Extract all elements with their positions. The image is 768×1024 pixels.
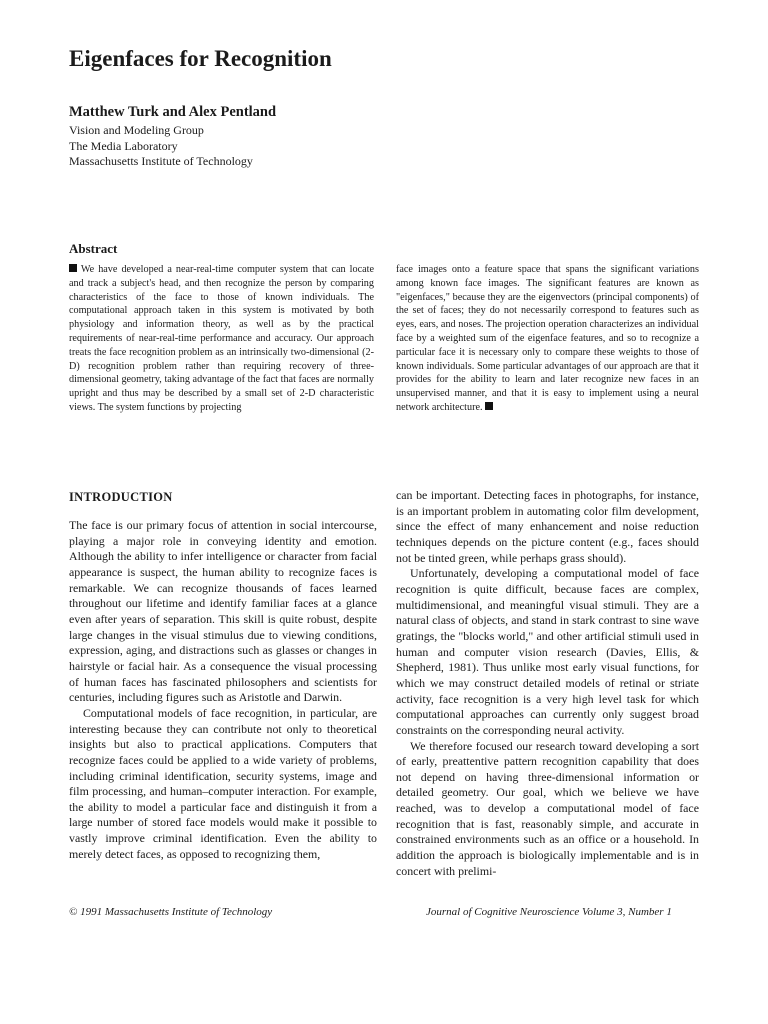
paragraph: can be important. Detecting faces in photographs, for instance, is an important problem in automating color film development, since the effect of many enhancement and noise reduction techniques depends on the picture content (e.g., faces should not be tinted green, while perhaps grass should). bbox=[396, 488, 699, 565]
abstract-text-left: We have developed a near-real-time computer system that can locate and track a subject's head, and then recognize the person by comparing characteristics of the face to those of known individuals. The computational approach taken in this system is motivated by both physiology and information theory, as well as by the practical requirements of near-real-time performance and accuracy. Our approach treats the face recognition problem as an intrinsically two-dimensional (2-D) recognition problem rather than requiring recovery of three-dimensional geometry, taking advantage of the fact that faces are normally upright and thus may be described by a small set of 2-D characteristic views. The system functions by projecting bbox=[69, 264, 374, 413]
copyright-notice: © 1991 Massachusetts Institute of Technology bbox=[69, 906, 273, 918]
journal-citation: Journal of Cognitive Neuroscience Volume 3, Number 1 bbox=[426, 906, 672, 918]
abstract-column-left bbox=[69, 263, 374, 415]
paragraph: The face is our primary focus of attention in social intercourse, playing a major role in conveying identity and emotion. Although the ability to infer intelligence or character from facial appearance is suspect, the human ability to recognize faces is remarkable. We can recognize thousands of faces learned throughout our lifetime and identify familiar faces at a glance even after years of separation. This skill is quite robust, despite large changes in the visual stimulus due to viewing conditions, expression, aging, and distractions such as glasses or changes in hairstyle or facial hair. As a consequence the visual processing of human faces has fascinated philosophers and scientists for centuries, including figures such as Aristotle and Darwin. bbox=[69, 518, 377, 705]
paper-title: Eigenfaces for Recognition bbox=[69, 46, 332, 71]
end-mark-icon bbox=[485, 402, 493, 410]
abstract-heading: Abstract bbox=[69, 241, 118, 256]
paragraph: Unfortunately, developing a computational model of face recognition is quite difficult, because faces are complex, multidimensional, and meaningful visual stimuli. They are a natural class of objects, and stand in stark contrast to sine wave gratings, the "blocks world," and other artificial stimuli used in human and computer vision research (Davies, Ellis, & Shepherd, 1981). Thus unlike most early visual functions, for which we may construct detailed models of retinal or striate activity, face recognition is a very high level task for which computational approaches can currently only suggest broad constraints on the corresponding neural activity. bbox=[396, 566, 699, 737]
affiliation-block bbox=[69, 123, 253, 170]
affiliation-line: Massachusetts Institute of Technology bbox=[69, 154, 253, 168]
abstract-column-right bbox=[396, 263, 699, 415]
body-column-left bbox=[69, 518, 377, 862]
body-column-right bbox=[396, 488, 699, 879]
square-bullet-icon bbox=[69, 264, 77, 272]
section-heading-introduction: INTRODUCTION bbox=[69, 490, 173, 504]
affiliation-line: The Media Laboratory bbox=[69, 138, 178, 153]
abstract-text-right: face images onto a feature space that spans the significant variations among known face images. The significant features are known as "eigenfaces," because they are the eigenvectors (principal components) of the set of faces; they do not necessarily correspond to features such as eyes, ears, and noses. The projection operation characterizes an individual face by a weighted sum of the eigenface features, and so to recognize a particular face it is necessary only to compare these weights to those of known individuals. Some particular advantages of our approach are that it provides for the ability to learn and later recognize new faces in an unsupervised manner, and that it is easy to implement using a neural network architecture. bbox=[396, 264, 699, 413]
paragraph: Computational models of face recognition, in particular, are interesting because they can contribute not only to theoretical insights but also to practical applications. Computers that recognize faces could be applied to a wide variety of problems, including criminal identification, security systems, image and film processing, and human–computer interaction. For example, the ability to model a particular face and distinguish it from a large number of stored face models would make it possible to vastly improve criminal identification. Even the ability to merely detect faces, as opposed to recognizing them, bbox=[69, 705, 377, 861]
author-names: Matthew Turk and Alex Pentland bbox=[69, 104, 277, 120]
paragraph: We therefore focused our research toward developing a sort of early, preattentive pattern recognition capability that does not depend on having three-dimensional information or detailed geometry. Our goal, which we believe we have reached, was to develop a computational model of face recognition that is fast, reasonably simple, and accurate in constrained environments such as an office or a household. In addition the approach is biologically implementable and is in concert with prelimi- bbox=[396, 738, 699, 878]
affiliation-line: Vision and Modeling Group bbox=[69, 123, 204, 137]
